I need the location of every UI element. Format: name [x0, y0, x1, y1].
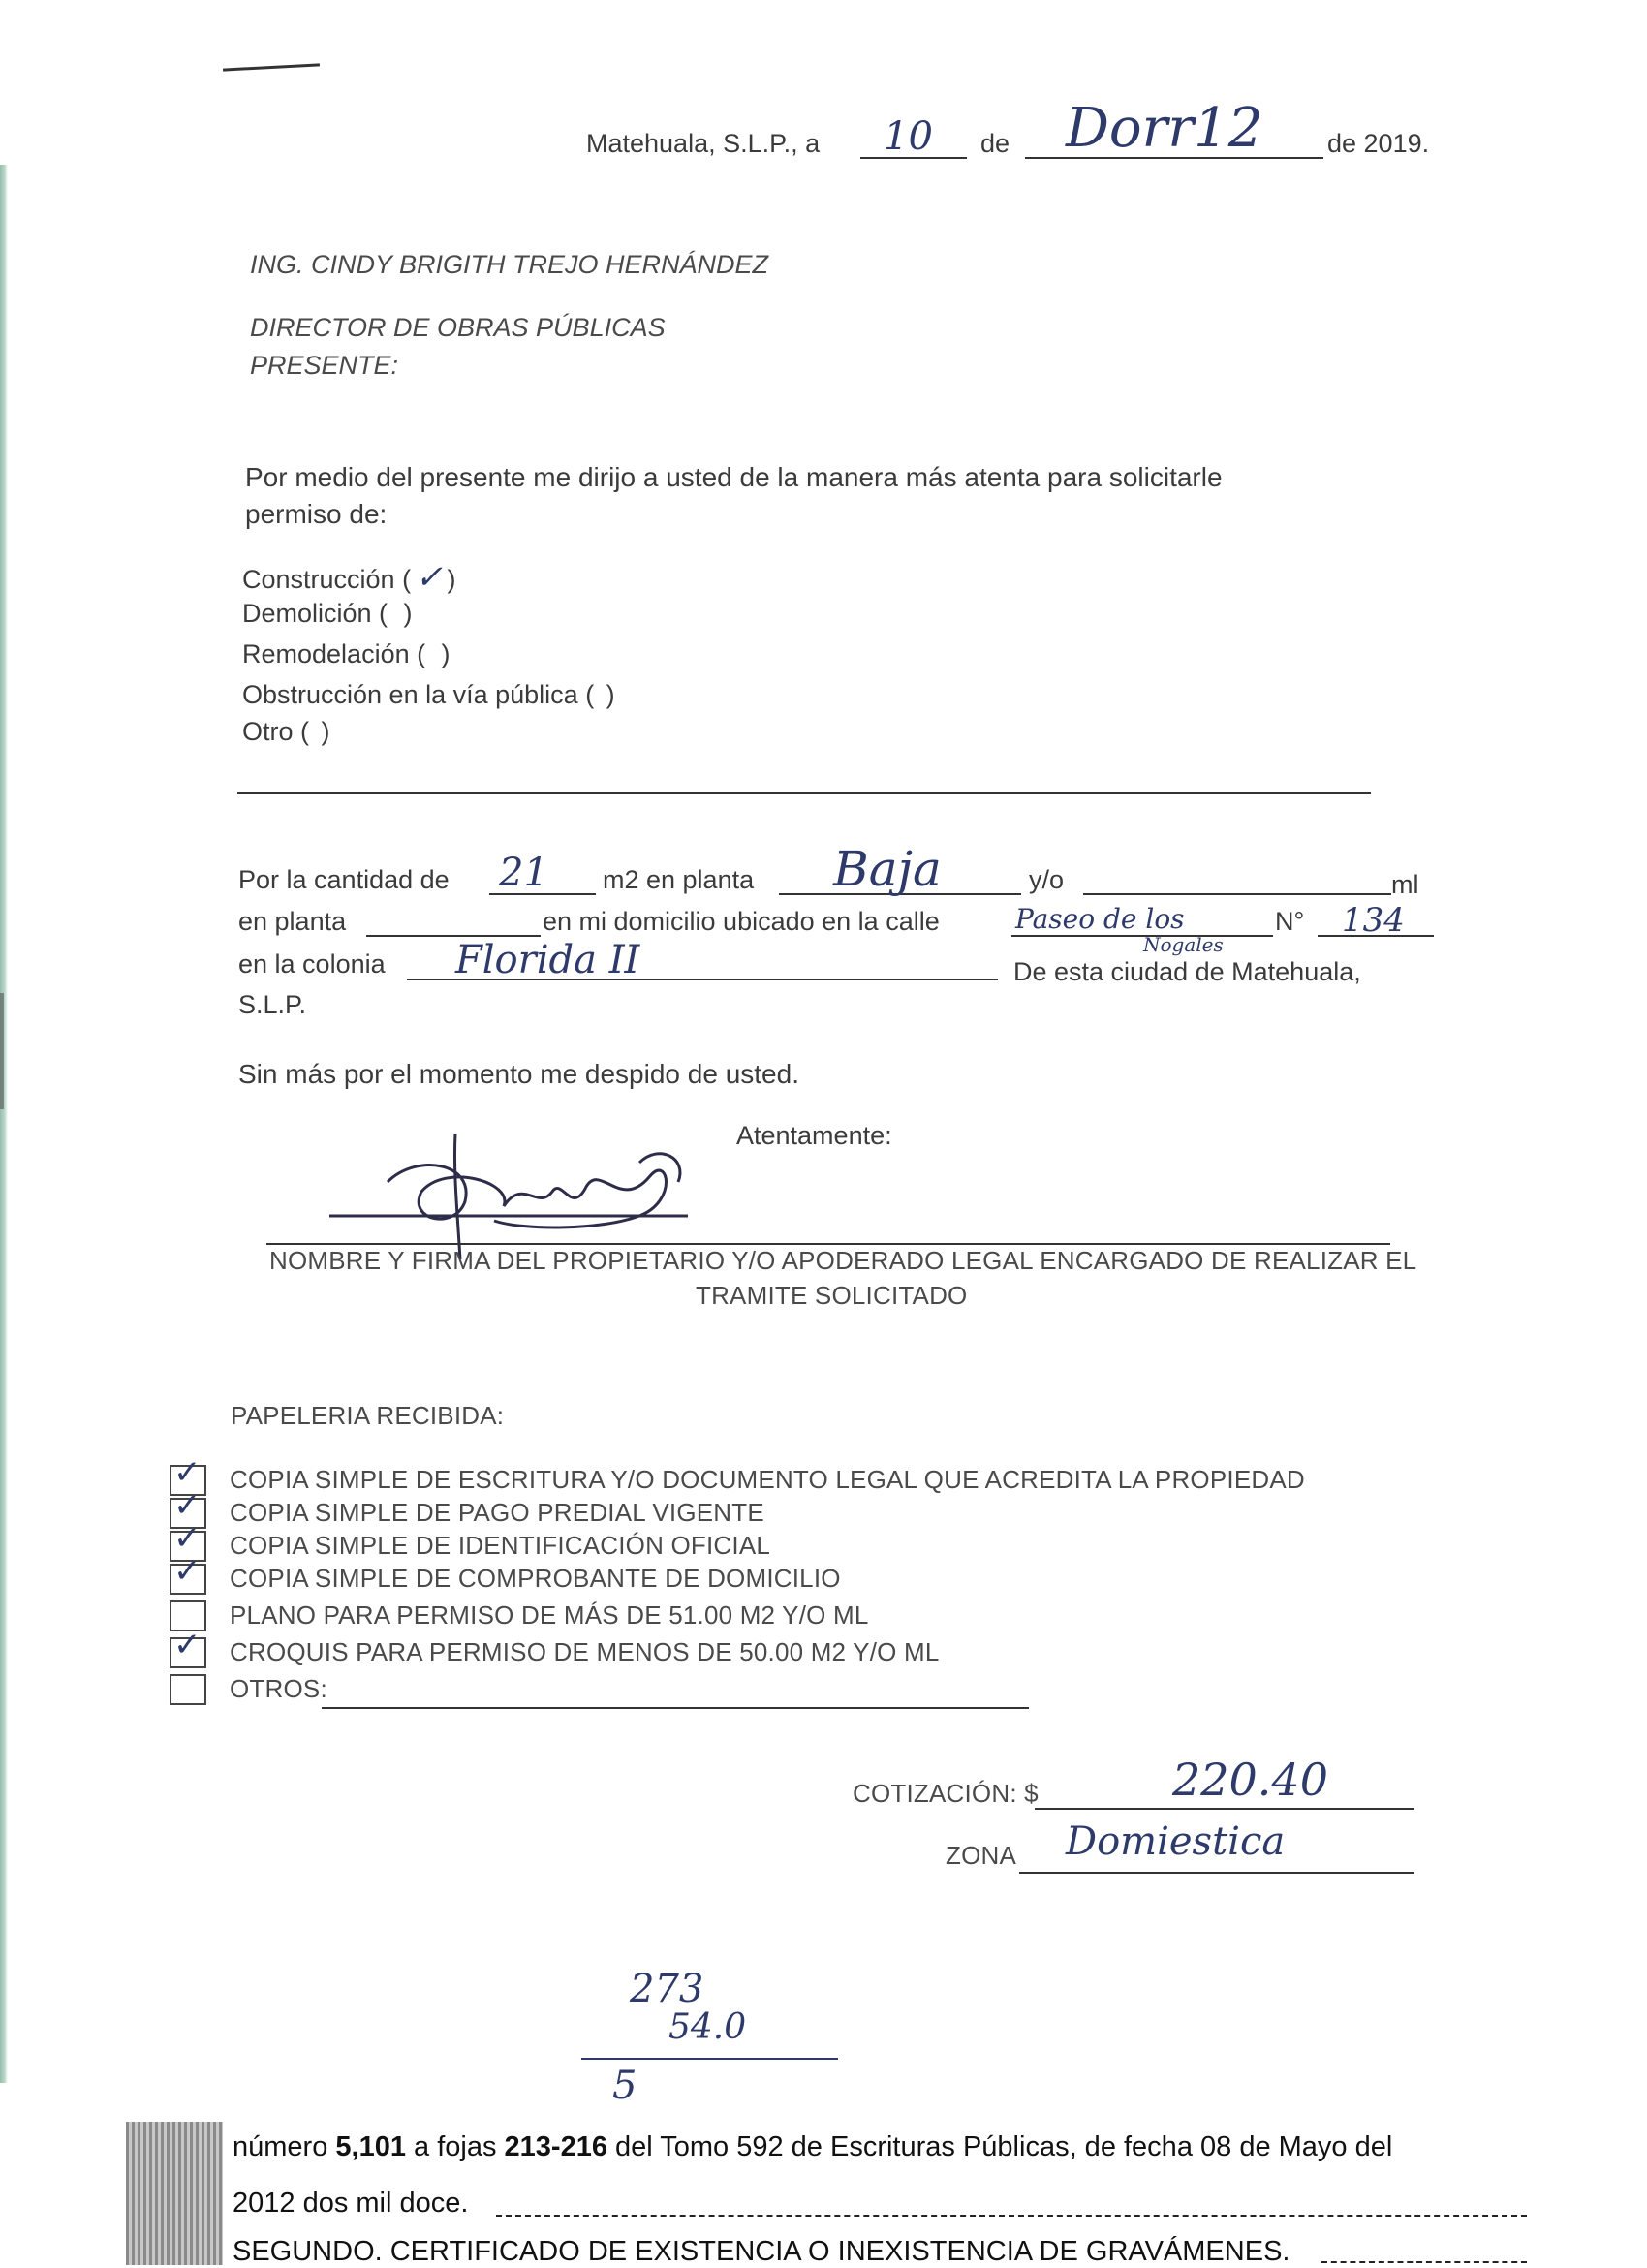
option-label: Remodelación ( [242, 639, 426, 668]
footer-gray-block [126, 2122, 223, 2265]
day-value: 10 [884, 114, 933, 159]
item-label: COPIA SIMPLE DE PAGO PREDIAL VIGENTE [230, 1498, 764, 1527]
zona-underline [1019, 1872, 1414, 1874]
ml-underline [1083, 893, 1391, 895]
check-mark: ✓ [173, 1552, 202, 1591]
addressee-name: ING. CINDY BRIGITH TREJO HERNÁNDEZ [250, 250, 769, 279]
option-mark: ✓ [415, 558, 444, 597]
year-label: de 2019. [1327, 129, 1430, 158]
permit-option-remodelacion[interactable] [242, 639, 451, 669]
zona-label: ZONA [946, 1841, 1017, 1870]
item-label: OTROS: [230, 1674, 327, 1703]
check-mark: ✓ [173, 1453, 202, 1492]
footer-line-1-num: 5,101 [335, 2131, 406, 2162]
option-label: Demolición ( [242, 599, 388, 628]
place-label: Matehuala, S.L.P., a [586, 129, 821, 158]
cotizacion-label: COTIZACIÓN: $ [853, 1779, 1039, 1808]
footer-line-1 [233, 2131, 1392, 2163]
option-label: Obstrucción en la vía pública ( [242, 680, 595, 709]
calle-value: Paseo de los [1015, 903, 1185, 935]
addressee-presente: PRESENTE: [250, 351, 399, 380]
checkbox[interactable] [170, 1674, 206, 1705]
checkbox[interactable] [170, 1626, 206, 1668]
ciudad-label: De esta ciudad de Matehuala, [1013, 957, 1361, 986]
stray-pen-mark [223, 63, 320, 71]
option-close: ) [403, 599, 413, 628]
option-label: Construcción ( [242, 565, 412, 594]
checkbox[interactable] [170, 1552, 206, 1595]
check-mark: ✓ [173, 1486, 202, 1525]
item-label: COPIA SIMPLE DE COMPROBANTE DE DOMICILIO [230, 1564, 841, 1593]
item-label: COPIA SIMPLE DE IDENTIFICACIÓN OFICIAL [230, 1531, 771, 1560]
de-label: de [980, 129, 1010, 158]
permit-option-demolicion[interactable] [242, 599, 413, 629]
item-label: PLANO PARA PERMISO DE MÁS DE 51.00 M2 Y/O ML [230, 1600, 869, 1630]
despedida-text: Sin más por el momento me despido de usted. [238, 1059, 799, 1089]
en-planta-underline [366, 935, 541, 937]
footer-line-1-pre: número [233, 2131, 336, 2162]
option-close: ) [441, 639, 451, 668]
item-label: COPIA SIMPLE DE ESCRITURA Y/O DOCUMENTO LEGAL QUE ACREDITA LA PROPIEDAD [230, 1465, 1305, 1494]
math-line-3: 5 [612, 2064, 637, 2108]
math-line-1: 273 [630, 1967, 704, 2011]
calle-underline [1011, 935, 1273, 937]
footer-line-1-mid: a fojas [405, 2131, 505, 2162]
ml-label: ml [1391, 870, 1419, 899]
footer-line-2: 2012 dos mil doce. [233, 2188, 469, 2219]
cantidad-label: Por la cantidad de [238, 865, 450, 894]
atentamente-label: Atentamente: [736, 1121, 892, 1150]
domicilio-label: en mi domicilio ubicado en la calle [543, 907, 940, 936]
m2-label: m2 en planta [603, 865, 755, 894]
permit-option-obstruccion[interactable] [242, 680, 615, 710]
permit-option-otro[interactable] [242, 717, 329, 747]
check-mark: ✓ [173, 1626, 202, 1664]
footer-line-3: SEGUNDO. CERTIFICADO DE EXISTENCIA O INEXISTENCIA DE GRAVÁMENES. [233, 2236, 1290, 2267]
intro-line-2: permiso de: [245, 499, 388, 529]
math-line-2: 54.0 [668, 2007, 747, 2047]
yo-label: y/o [1029, 865, 1065, 894]
cotizacion-underline [1035, 1808, 1414, 1810]
option-close: ) [321, 717, 330, 746]
cotizacion-value: 220.40 [1172, 1754, 1328, 1806]
month-value: Dorr12 [1066, 97, 1263, 160]
calle-extra-value: Nogales [1143, 933, 1224, 956]
scan-edge-stripe [0, 165, 8, 2083]
slp-label: S.L.P. [238, 990, 307, 1019]
addressee-position: DIRECTOR DE OBRAS PÚBLICAS [250, 313, 666, 342]
footer-line-2-dashes [496, 2215, 1527, 2217]
option-close: ) [447, 565, 456, 594]
firma-caption-1: NOMBRE Y FIRMA DEL PROPIETARIO Y/O APODERADO LEGAL ENCARGADO DE REALIZAR EL [269, 1246, 1417, 1275]
footer-scan-strip [0, 2122, 1647, 2265]
cantidad-value: 21 [499, 851, 548, 895]
math-rule [581, 2058, 838, 2060]
colonia-value: Florida II [455, 938, 640, 982]
scan-edge-mark [0, 993, 4, 1109]
footer-line-3-dashes [1321, 2261, 1527, 2263]
numero-label: N° [1275, 907, 1305, 936]
numero-value: 134 [1342, 901, 1405, 940]
option-label: Otro ( [242, 717, 310, 746]
papeleria-title: PAPELERIA RECIBIDA: [231, 1401, 505, 1430]
check-mark: ✓ [173, 1519, 202, 1558]
colonia-label: en la colonia [238, 949, 386, 979]
permit-option-construccion[interactable] [242, 558, 455, 597]
otros-underline [322, 1707, 1029, 1709]
en-planta-label: en planta [238, 907, 347, 936]
signature-underline [266, 1243, 1390, 1245]
footer-line-1-post: del Tomo 592 de Escrituras Públicas, de fecha 08 de Mayo del [606, 2131, 1393, 2162]
firma-caption-2: TRAMITE SOLICITADO [696, 1281, 968, 1310]
otro-underline [237, 792, 1371, 794]
item-label: CROQUIS PARA PERMISO DE MENOS DE 50.00 M2 Y/O ML [230, 1637, 940, 1666]
intro-line-1: Por medio del presente me dirijo a usted de la manera más atenta para solicitarle [245, 462, 1223, 492]
option-close: ) [606, 680, 615, 709]
zona-value: Domiestica [1066, 1819, 1286, 1864]
footer-line-1-fojas: 213-216 [504, 2131, 607, 2162]
planta-value: Baja [833, 841, 942, 897]
